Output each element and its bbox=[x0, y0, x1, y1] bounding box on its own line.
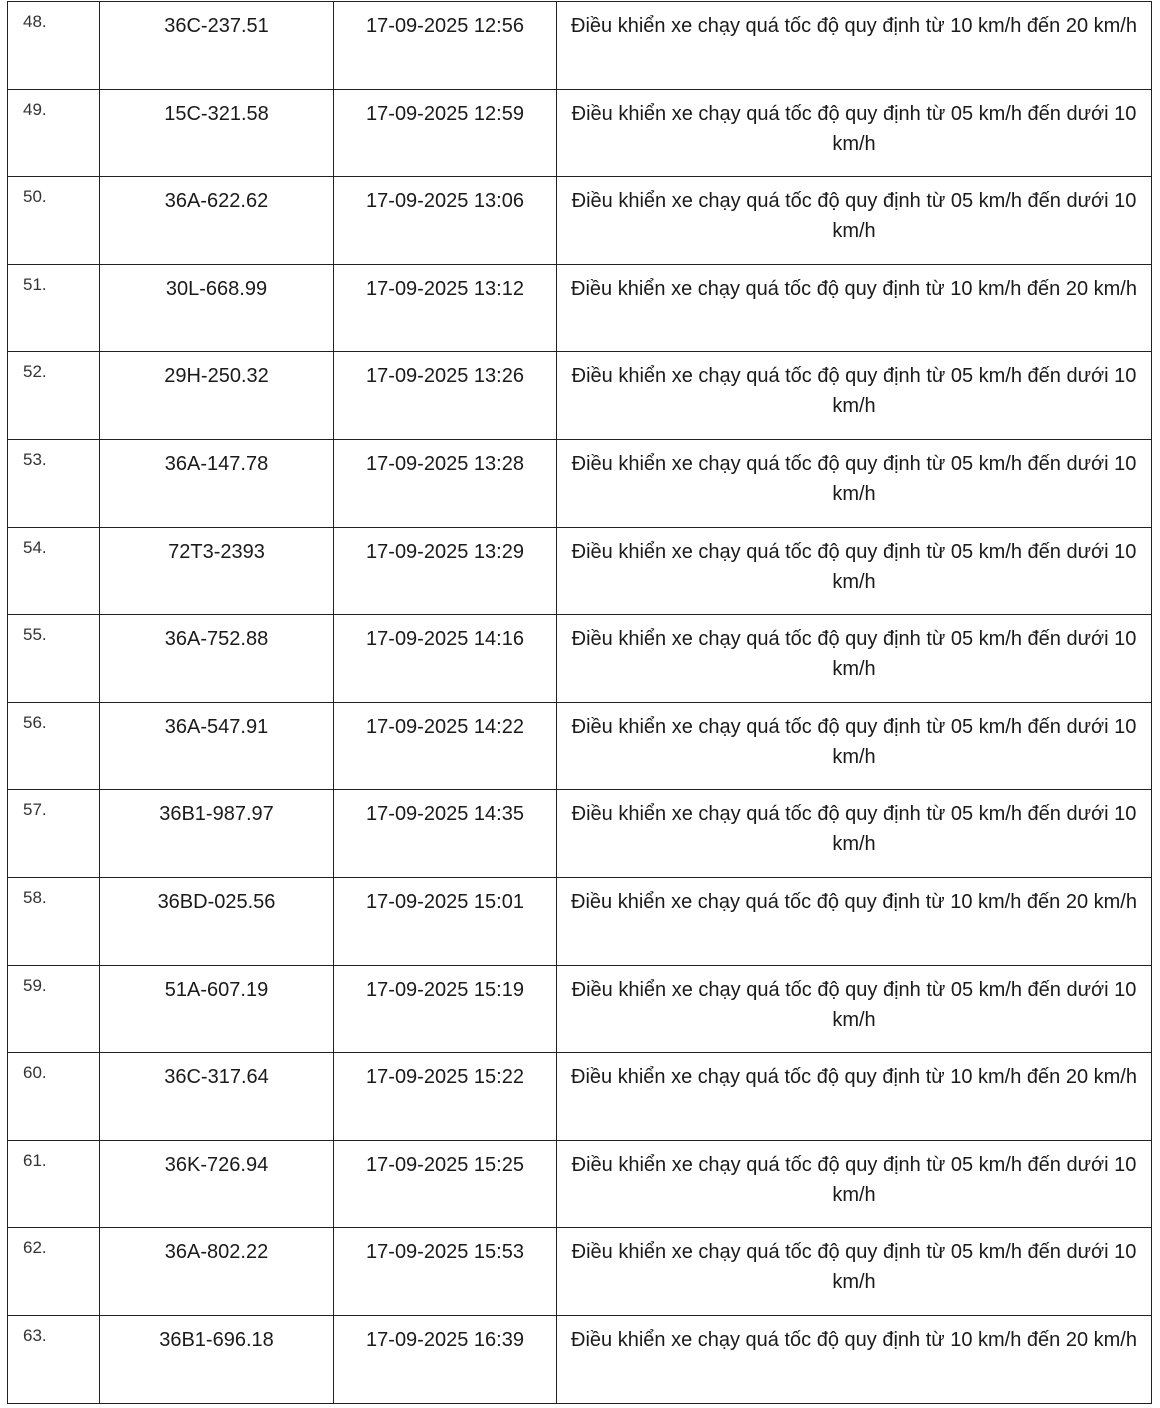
row-number: 54. bbox=[8, 527, 100, 615]
license-plate: 36A-802.22 bbox=[100, 1228, 334, 1316]
table-row bbox=[8, 1053, 1152, 1141]
row-number: 63. bbox=[8, 1315, 100, 1403]
violation-description: Điều khiển xe chạy quá tốc độ quy định từ 05 km/h đến dưới 10 km/h bbox=[557, 177, 1152, 265]
violation-description: Điều khiển xe chạy quá tốc độ quy định từ 10 km/h đến 20 km/h bbox=[557, 1053, 1152, 1141]
violation-description: Điều khiển xe chạy quá tốc độ quy định từ 05 km/h đến dưới 10 km/h bbox=[557, 965, 1152, 1053]
row-number: 52. bbox=[8, 352, 100, 440]
violation-time: 17-09-2025 13:06 bbox=[334, 177, 557, 265]
row-number: 48. bbox=[8, 2, 100, 90]
violation-time: 17-09-2025 15:22 bbox=[334, 1053, 557, 1141]
table-row bbox=[8, 1315, 1152, 1403]
violation-time: 17-09-2025 13:12 bbox=[334, 264, 557, 352]
license-plate: 36C-237.51 bbox=[100, 2, 334, 90]
violation-description: Điều khiển xe chạy quá tốc độ quy định từ 05 km/h đến dưới 10 km/h bbox=[557, 702, 1152, 790]
violation-time: 17-09-2025 15:53 bbox=[334, 1228, 557, 1316]
violations-table-body bbox=[8, 2, 1152, 1404]
table-row bbox=[8, 877, 1152, 965]
license-plate: 36A-622.62 bbox=[100, 177, 334, 265]
license-plate: 36BD-025.56 bbox=[100, 877, 334, 965]
license-plate: 29H-250.32 bbox=[100, 352, 334, 440]
license-plate: 36A-547.91 bbox=[100, 702, 334, 790]
violations-table bbox=[7, 1, 1152, 1404]
violation-time: 17-09-2025 15:01 bbox=[334, 877, 557, 965]
license-plate: 15C-321.58 bbox=[100, 89, 334, 177]
violation-description: Điều khiển xe chạy quá tốc độ quy định từ 10 km/h đến 20 km/h bbox=[557, 2, 1152, 90]
row-number: 58. bbox=[8, 877, 100, 965]
violation-time: 17-09-2025 16:39 bbox=[334, 1315, 557, 1403]
table-row bbox=[8, 615, 1152, 703]
table-row bbox=[8, 527, 1152, 615]
license-plate: 36C-317.64 bbox=[100, 1053, 334, 1141]
violation-description: Điều khiển xe chạy quá tốc độ quy định từ 05 km/h đến dưới 10 km/h bbox=[557, 790, 1152, 878]
table-row bbox=[8, 264, 1152, 352]
violation-time: 17-09-2025 15:19 bbox=[334, 965, 557, 1053]
violation-description: Điều khiển xe chạy quá tốc độ quy định từ 10 km/h đến 20 km/h bbox=[557, 264, 1152, 352]
violation-time: 17-09-2025 14:35 bbox=[334, 790, 557, 878]
violation-description: Điều khiển xe chạy quá tốc độ quy định từ 05 km/h đến dưới 10 km/h bbox=[557, 1228, 1152, 1316]
table-row bbox=[8, 439, 1152, 527]
row-number: 49. bbox=[8, 89, 100, 177]
violation-description: Điều khiển xe chạy quá tốc độ quy định từ 05 km/h đến dưới 10 km/h bbox=[557, 89, 1152, 177]
violation-time: 17-09-2025 13:29 bbox=[334, 527, 557, 615]
table-row bbox=[8, 965, 1152, 1053]
row-number: 61. bbox=[8, 1140, 100, 1228]
row-number: 55. bbox=[8, 615, 100, 703]
license-plate: 36B1-696.18 bbox=[100, 1315, 334, 1403]
row-number: 59. bbox=[8, 965, 100, 1053]
license-plate: 36A-147.78 bbox=[100, 439, 334, 527]
violation-time: 17-09-2025 13:28 bbox=[334, 439, 557, 527]
row-number: 51. bbox=[8, 264, 100, 352]
table-row bbox=[8, 790, 1152, 878]
violation-description: Điều khiển xe chạy quá tốc độ quy định từ 05 km/h đến dưới 10 km/h bbox=[557, 527, 1152, 615]
row-number: 62. bbox=[8, 1228, 100, 1316]
license-plate: 36A-752.88 bbox=[100, 615, 334, 703]
license-plate: 30L-668.99 bbox=[100, 264, 334, 352]
violation-description: Điều khiển xe chạy quá tốc độ quy định từ 05 km/h đến dưới 10 km/h bbox=[557, 439, 1152, 527]
violation-description: Điều khiển xe chạy quá tốc độ quy định từ 05 km/h đến dưới 10 km/h bbox=[557, 1140, 1152, 1228]
row-number: 57. bbox=[8, 790, 100, 878]
table-row bbox=[8, 1140, 1152, 1228]
license-plate: 36B1-987.97 bbox=[100, 790, 334, 878]
row-number: 56. bbox=[8, 702, 100, 790]
table-row bbox=[8, 177, 1152, 265]
license-plate: 72T3-2393 bbox=[100, 527, 334, 615]
violation-description: Điều khiển xe chạy quá tốc độ quy định từ 05 km/h đến dưới 10 km/h bbox=[557, 352, 1152, 440]
violation-time: 17-09-2025 12:59 bbox=[334, 89, 557, 177]
violation-time: 17-09-2025 12:56 bbox=[334, 2, 557, 90]
license-plate: 36K-726.94 bbox=[100, 1140, 334, 1228]
row-number: 50. bbox=[8, 177, 100, 265]
table-row bbox=[8, 1228, 1152, 1316]
table-row bbox=[8, 352, 1152, 440]
violation-time: 17-09-2025 14:16 bbox=[334, 615, 557, 703]
table-row bbox=[8, 2, 1152, 90]
violation-description: Điều khiển xe chạy quá tốc độ quy định từ 10 km/h đến 20 km/h bbox=[557, 1315, 1152, 1403]
row-number: 60. bbox=[8, 1053, 100, 1141]
row-number: 53. bbox=[8, 439, 100, 527]
violation-time: 17-09-2025 15:25 bbox=[334, 1140, 557, 1228]
violation-description: Điều khiển xe chạy quá tốc độ quy định từ 05 km/h đến dưới 10 km/h bbox=[557, 615, 1152, 703]
violation-time: 17-09-2025 14:22 bbox=[334, 702, 557, 790]
table-row bbox=[8, 702, 1152, 790]
violation-time: 17-09-2025 13:26 bbox=[334, 352, 557, 440]
license-plate: 51A-607.19 bbox=[100, 965, 334, 1053]
table-row bbox=[8, 89, 1152, 177]
violation-description: Điều khiển xe chạy quá tốc độ quy định từ 10 km/h đến 20 km/h bbox=[557, 877, 1152, 965]
